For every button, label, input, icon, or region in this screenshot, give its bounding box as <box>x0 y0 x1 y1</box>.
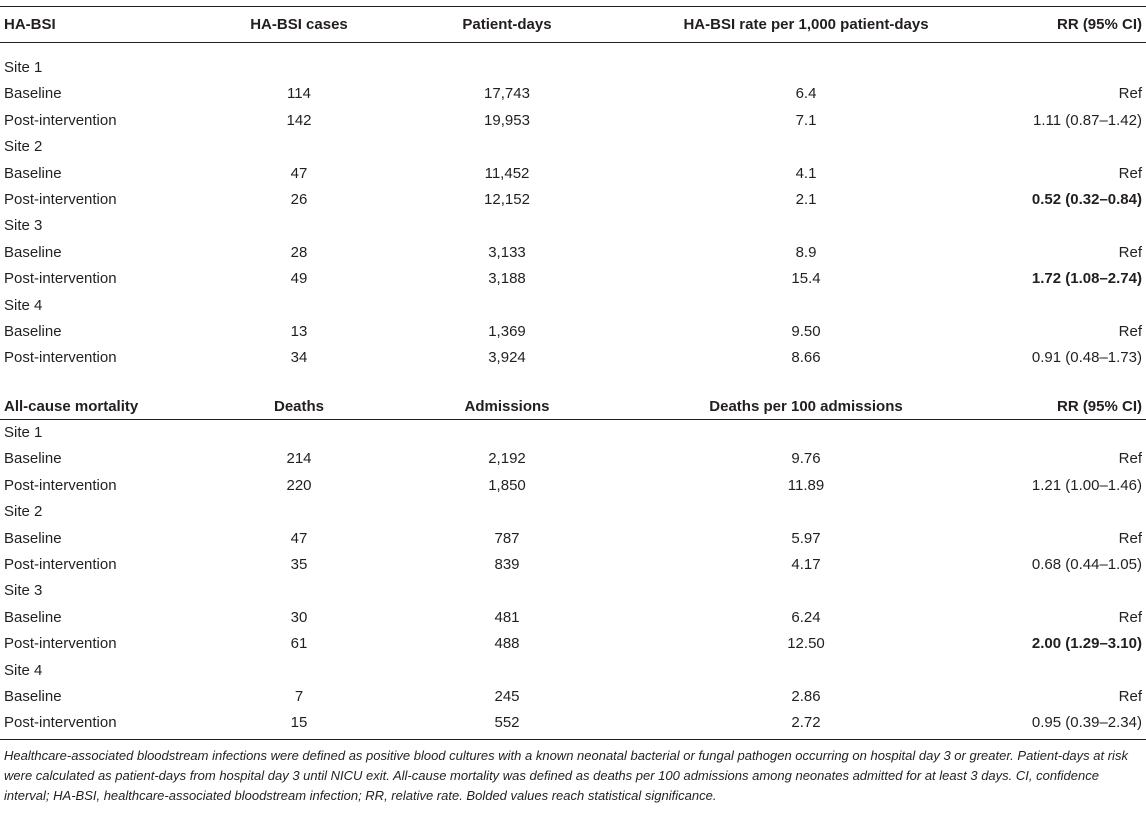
rate-cell: 7.1 <box>795 111 817 129</box>
rr-cell: Ref <box>1118 688 1142 705</box>
row-label-cell: Post-intervention <box>4 349 117 367</box>
rate-cell: 2.86 <box>791 688 821 705</box>
table-row <box>0 161 1146 187</box>
table-row <box>0 187 1146 213</box>
column-header: Deaths <box>273 398 325 415</box>
column-header: Admissions <box>464 398 550 415</box>
header-rule <box>0 42 1146 43</box>
rr-cell: 1.72 (1.08–2.74) <box>1031 270 1142 288</box>
column-header: Deaths per 100 admissions <box>709 398 903 415</box>
table-row <box>0 319 1146 345</box>
count-cell: 7 <box>294 688 304 705</box>
rate-cell: 8.9 <box>795 243 817 261</box>
rate-cell: 4.1 <box>795 164 817 182</box>
rate-cell: 11.89 <box>787 476 825 494</box>
row-label-cell: Post-intervention <box>4 635 117 653</box>
count-cell: 47 <box>290 164 308 182</box>
denominator-cell: 481 <box>494 608 520 626</box>
denominator-cell: 19,953 <box>484 111 530 129</box>
denominator-cell: 488 <box>494 635 520 653</box>
count-cell: 30 <box>290 608 308 626</box>
count-cell: 13 <box>290 323 308 340</box>
table-row <box>0 526 1146 552</box>
denominator-cell: 1,369 <box>488 323 526 340</box>
count-cell: 28 <box>290 243 308 261</box>
site-row <box>0 499 1146 525</box>
denominator-cell: 12,152 <box>484 191 530 208</box>
site-row <box>0 213 1146 239</box>
denominator-cell: 245 <box>494 688 520 705</box>
denominator-cell: 11,452 <box>484 164 530 182</box>
site-row <box>0 420 1146 446</box>
denominator-cell: 839 <box>494 556 520 573</box>
site-label: Site 3 <box>4 582 43 600</box>
count-cell: 220 <box>286 476 312 494</box>
count-cell: 15 <box>290 714 308 732</box>
site-row <box>0 55 1146 81</box>
denominator-cell: 1,850 <box>488 476 526 494</box>
rate-cell: 2.1 <box>795 191 817 208</box>
rr-cell: Ref <box>1118 608 1142 626</box>
rate-cell: 4.17 <box>791 556 821 573</box>
rr-cell: Ref <box>1118 323 1142 340</box>
rr-cell: 0.91 (0.48–1.73) <box>1031 349 1142 367</box>
column-header: All-cause mortality <box>4 398 139 415</box>
table-row <box>0 684 1146 710</box>
denominator-cell: 3,133 <box>488 243 526 261</box>
row-label-cell: Baseline <box>4 529 62 547</box>
row-label-cell: Baseline <box>4 688 62 705</box>
site-label: Site 2 <box>4 503 43 521</box>
rr-cell: Ref <box>1118 85 1142 103</box>
rate-cell: 12.50 <box>787 635 825 653</box>
table-row <box>0 240 1146 266</box>
site-label: Site 2 <box>4 138 43 156</box>
rate-cell: 8.66 <box>791 349 821 367</box>
rr-cell: Ref <box>1118 450 1142 468</box>
column-header: RR (95% CI) <box>1056 16 1142 33</box>
column-header: RR (95% CI) <box>1056 398 1142 415</box>
site-label: Site 4 <box>4 661 43 679</box>
denominator-cell: 2,192 <box>488 450 526 468</box>
column-header: HA-BSI cases <box>250 16 348 33</box>
rr-cell: 0.95 (0.39–2.34) <box>1031 714 1142 732</box>
count-cell: 61 <box>290 635 308 653</box>
site-label: Site 1 <box>4 424 43 441</box>
table-row <box>0 552 1146 578</box>
denominator-cell: 3,188 <box>488 270 526 288</box>
column-header: HA-BSI rate per 1,000 patient-days <box>683 16 929 33</box>
row-label-cell: Baseline <box>4 608 62 626</box>
site-row <box>0 293 1146 319</box>
table-header-row <box>0 394 1146 420</box>
site-row <box>0 134 1146 160</box>
rate-cell: 6.4 <box>795 85 817 103</box>
row-label-cell: Post-intervention <box>4 476 117 494</box>
rate-cell: 9.76 <box>791 450 821 468</box>
row-label-cell: Baseline <box>4 164 62 182</box>
row-label-cell: Post-intervention <box>4 556 117 573</box>
row-label-cell: Baseline <box>4 243 62 261</box>
row-label-cell: Post-intervention <box>4 270 117 288</box>
denominator-cell: 3,924 <box>488 349 526 367</box>
column-header: HA-BSI <box>4 16 56 33</box>
site-row <box>0 578 1146 604</box>
table-row <box>0 266 1146 292</box>
top-rule <box>0 6 1146 7</box>
row-label-cell: Post-intervention <box>4 111 117 129</box>
rr-cell: Ref <box>1118 529 1142 547</box>
table-row <box>0 345 1146 371</box>
denominator-cell: 552 <box>494 714 520 732</box>
rr-cell: 0.52 (0.32–0.84) <box>1031 191 1142 208</box>
count-cell: 35 <box>290 556 308 573</box>
rr-cell: 1.11 (0.87–1.42) <box>1033 111 1142 129</box>
row-label-cell: Post-intervention <box>4 714 117 732</box>
rate-cell: 15.4 <box>791 270 821 288</box>
table-row <box>0 605 1146 631</box>
rate-cell: 6.24 <box>791 608 821 626</box>
row-label-cell: Baseline <box>4 323 62 340</box>
site-label: Site 4 <box>4 296 43 314</box>
rate-cell: 9.50 <box>791 323 821 340</box>
row-label-cell: Post-intervention <box>4 191 117 208</box>
rate-cell: 5.97 <box>791 529 821 547</box>
table-header-row <box>0 12 1146 38</box>
bottom-rule <box>0 739 1146 740</box>
table-row <box>0 631 1146 657</box>
count-cell: 26 <box>290 191 308 208</box>
rr-cell: Ref <box>1118 164 1142 182</box>
table-row <box>0 108 1146 134</box>
column-header: Patient-days <box>462 16 552 33</box>
table-row <box>0 710 1146 736</box>
table-footnote: Healthcare-associated bloodstream infections were defined as positive blood cultures with a known neonatal bacterial or fungal pathogen occurring on hospital day 3 or greater. Patient-days at risk were calculated as patient-days from hospital day 3 until NICU exit. All-cause mortality was defined as deaths per 100 admissions among neonates admitted for at least 3 days. CI, confidence interval; HA-BSI, healthcare-associated bloodstream infection; RR, relative rate. Bolded values reach statistical significance. <box>4 748 1128 803</box>
count-cell: 142 <box>286 111 312 129</box>
rr-cell: 2.00 (1.29–3.10) <box>1031 635 1142 653</box>
site-label: Site 3 <box>4 217 43 235</box>
denominator-cell: 17,743 <box>484 85 530 103</box>
rr-cell: 1.21 (1.00–1.46) <box>1031 476 1142 494</box>
rate-cell: 2.72 <box>791 714 821 732</box>
count-cell: 49 <box>290 270 308 288</box>
site-label: Site 1 <box>4 59 43 76</box>
count-cell: 34 <box>290 349 308 367</box>
table-row <box>0 446 1146 472</box>
count-cell: 214 <box>286 450 312 468</box>
row-label-cell: Baseline <box>4 85 62 103</box>
count-cell: 47 <box>290 529 308 547</box>
denominator-cell: 787 <box>494 529 520 547</box>
table-row <box>0 81 1146 107</box>
row-label-cell: Baseline <box>4 450 62 468</box>
site-row <box>0 658 1146 684</box>
rr-cell: 0.68 (0.44–1.05) <box>1031 556 1142 573</box>
rr-cell: Ref <box>1118 243 1142 261</box>
count-cell: 114 <box>287 85 311 103</box>
table-row <box>0 473 1146 499</box>
